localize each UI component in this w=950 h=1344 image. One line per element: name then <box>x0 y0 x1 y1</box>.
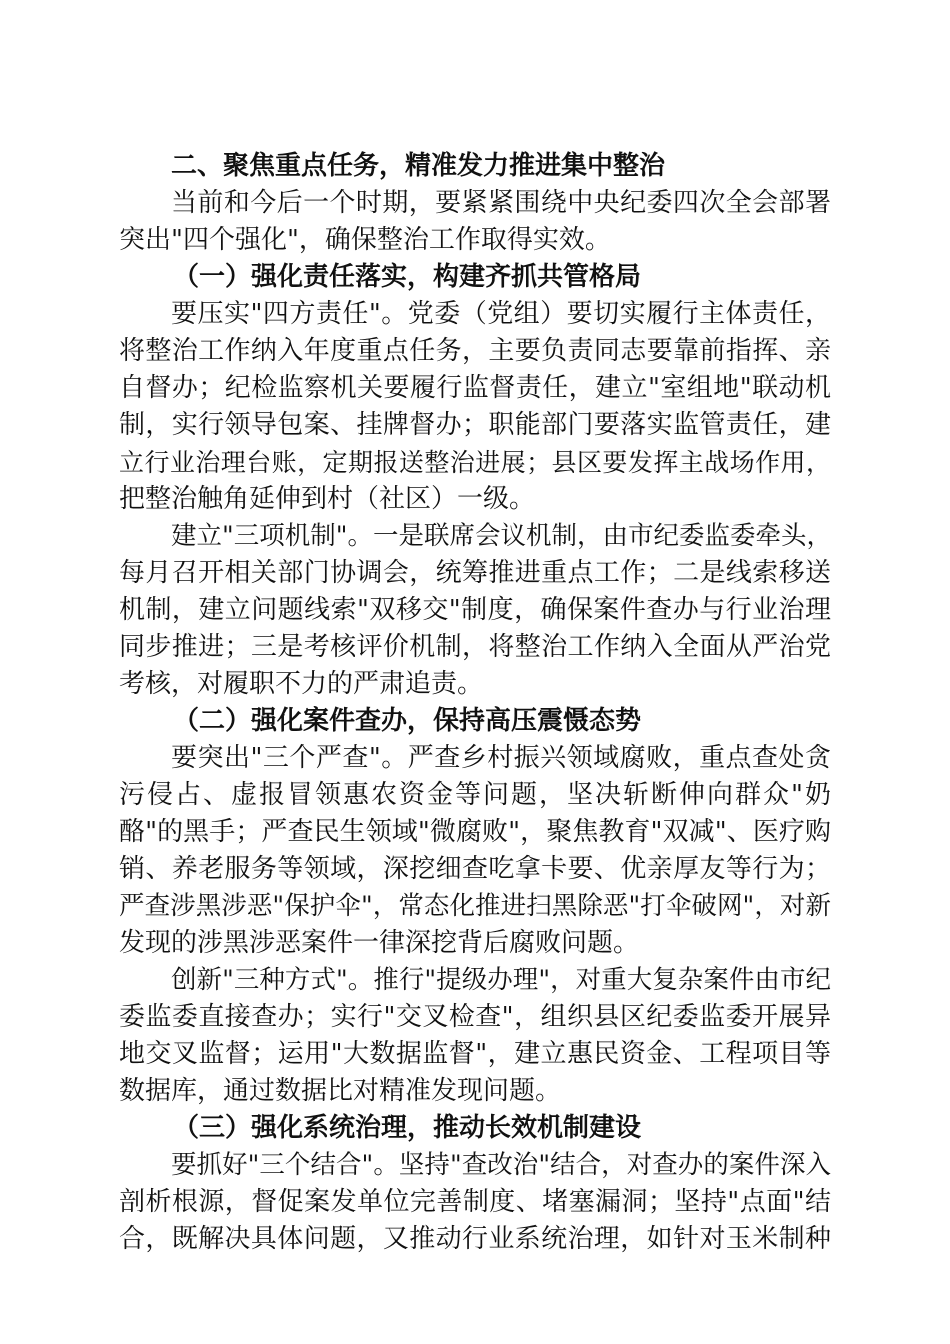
intro-line: 突出"四个强化"，确保整治工作取得实效。 <box>119 225 611 255</box>
paragraph-line: 把整治触角延伸到村（社区）一级。 <box>119 484 536 514</box>
paragraph-line: 严查涉黑涉恶"保护伞"，常态化推进扫黑除恶"打伞破网"，对新 <box>119 891 831 921</box>
subsection-title: （三）强化系统治理，推动长效机制建设 <box>173 1113 642 1143</box>
paragraph-line: 销、养老服务等领域，深挖细查吃拿卡要、优亲厚友等行为； <box>119 854 831 884</box>
paragraph-line: 剖析根源，督促案发单位完善制度、堵塞漏洞；坚持"点面"结 <box>119 1187 831 1217</box>
paragraph-line: 自督办；纪检监察机关要履行监督责任，建立"室组地"联动机 <box>119 373 831 403</box>
paragraph-line: 要抓好"三个结合"。坚持"查改治"结合，对查办的案件深入 <box>171 1150 831 1180</box>
paragraph-line: 酪"的黑手；严查民生领域"微腐败"，聚焦教育"双减"、医疗购 <box>119 817 831 847</box>
paragraph-line: 委监委直接查办；实行"交叉检查"，组织县区纪委监委开展异 <box>119 1002 831 1032</box>
subsection-title: （一）强化责任落实，构建齐抓共管格局 <box>173 262 642 292</box>
paragraph-line: 建立"三项机制"。一是联席会议机制，由市纪委监委牵头， <box>171 521 832 551</box>
paragraph-line: 发现的涉黑涉恶案件一律深挖背后腐败问题。 <box>119 928 640 958</box>
paragraph-line: 考核，对履职不力的严肃追责。 <box>119 669 484 699</box>
paragraph-line: 同步推进；三是考核评价机制，将整治工作纳入全面从严治党 <box>119 632 831 662</box>
paragraph-line: 要突出"三个严查"。严查乡村振兴领域腐败，重点查处贪 <box>171 743 831 773</box>
subsection-title: （二）强化案件查办，保持高压震慑态势 <box>173 706 642 736</box>
paragraph-line: 数据库，通过数据比对精准发现问题。 <box>119 1076 562 1106</box>
paragraph-line: 机制，建立问题线索"双移交"制度，确保案件查办与行业治理 <box>119 595 831 625</box>
paragraph-line: 每月召开相关部门协调会，统筹推进重点工作；二是线索移送 <box>119 558 831 588</box>
paragraph-line: 污侵占、虚报冒领惠农资金等问题，坚决斩断伸向群众"奶 <box>119 780 831 810</box>
paragraph-line: 合，既解决具体问题，又推动行业系统治理，如针对玉米制种 <box>119 1224 831 1254</box>
paragraph-line: 立行业治理台账，定期报送整治进展；县区要发挥主战场作用， <box>119 448 831 477</box>
section-heading: 二、聚焦重点任务，精准发力推进集中整治 <box>171 151 666 181</box>
paragraph-line: 创新"三种方式"。推行"提级办理"，对重大复杂案件由市纪 <box>171 965 831 995</box>
paragraph-line: 将整治工作纳入年度重点任务，主要负责同志要靠前指挥、亲 <box>119 336 831 366</box>
paragraph-line: 地交叉监督；运用"大数据监督"，建立惠民资金、工程项目等 <box>119 1039 831 1069</box>
document-body <box>119 148 831 1258</box>
intro-line: 当前和今后一个时期，要紧紧围绕中央纪委四次全会部署 <box>171 188 831 218</box>
paragraph-line: 要压实"四方责任"。党委（党组）要切实履行主体责任， <box>171 299 831 329</box>
paragraph-line: 制，实行领导包案、挂牌督办；职能部门要落实监管责任，建 <box>119 410 831 440</box>
